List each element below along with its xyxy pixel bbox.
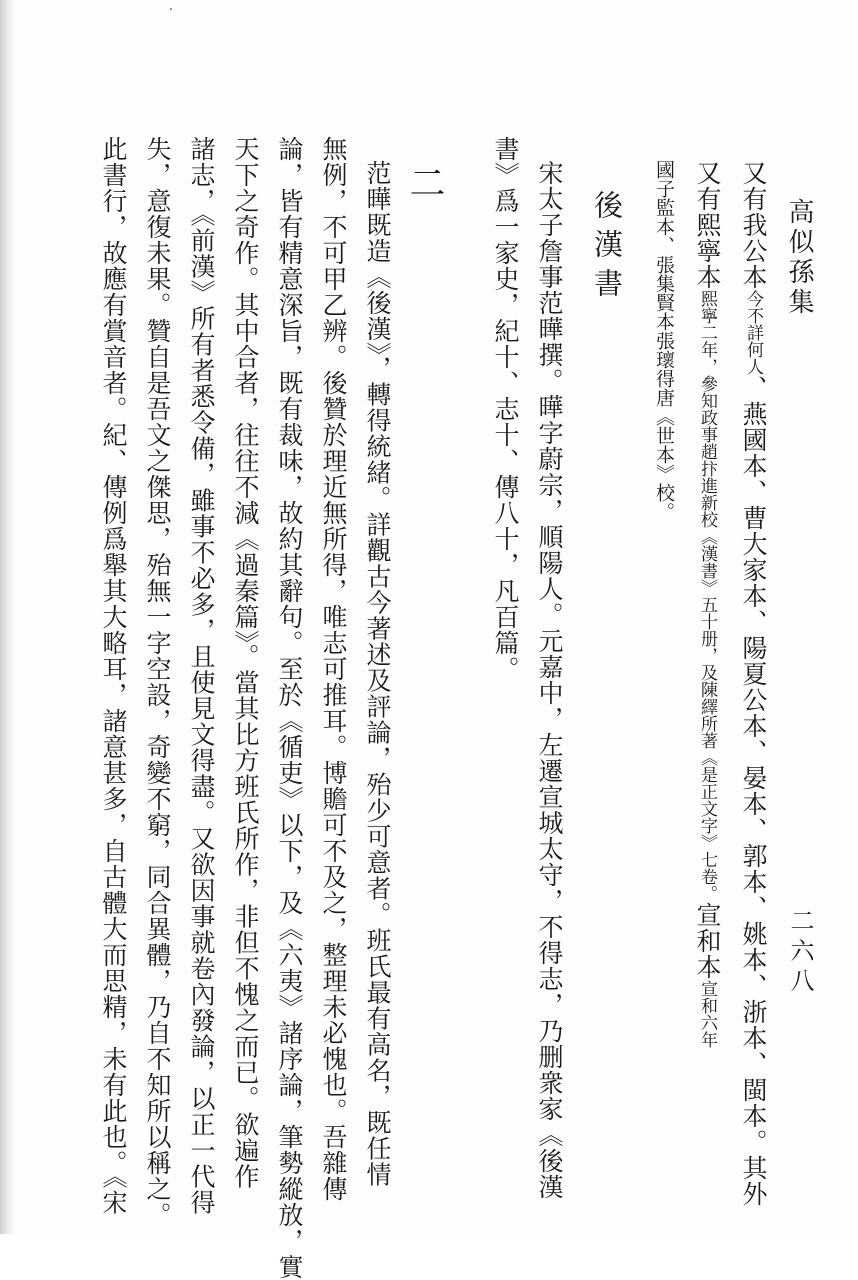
text-column-11: 失，意復未果。贊自是吾文之傑思，殆無一字空設，奇變不窮，同合異體，乃自不知所以稱之。	[143, 136, 172, 1228]
running-head: 高似孫集	[784, 198, 814, 318]
annotation: 宣和六年	[697, 980, 717, 1048]
page-number: 二六八	[786, 908, 814, 998]
text: 、燕國本、曹大家本、陽夏公本、晏本、郭本、姚本、浙本、閩本。其外	[739, 375, 768, 1207]
annotation: 今不詳何人	[743, 290, 763, 375]
text-column-9: 天下之奇作。其中合者，往往不減《過秦篇》。當其比方班氏所作，非但不愧之而已。欲遍作	[231, 136, 260, 1190]
text-column-7: 無例，不可甲乙辨。後贊於理近無所得，唯志可推耳。博贍可不及之，整理未必愧也。吾雜傳	[319, 136, 348, 1202]
text: 又有熙寧本	[693, 160, 722, 290]
binding-gutter	[0, 0, 14, 1234]
section-title: 後漢書	[590, 190, 624, 307]
text-column-2	[695, 160, 720, 1048]
text: 宣和本	[693, 902, 722, 980]
annotation: 熙寧二年，參知政事趙抃進新校《漢書》五十册，及陳繹所著《是正文字》七卷。	[697, 290, 717, 902]
section-number: 二	[404, 164, 445, 200]
text: 又有我公本	[739, 160, 768, 290]
text-column-5: 書》爲一家史，紀十、志十、傳八十，凡百篇。	[491, 136, 520, 682]
text-column-8: 論，皆有精意深旨，既有裁味，故約其辭句。至於《循吏》以下，及《六夷》諸序論，筆勢縱放，實	[275, 136, 304, 1280]
text-column-1	[741, 160, 766, 1207]
scan-speck	[170, 8, 172, 10]
text-column-3: 國子監本、張集賢本張瓌得唐《世本》校。	[653, 160, 675, 521]
text-column-10: 諸志，《前漢》所有者悉令備，雖事不必多，且使見文得盡。又欲因事就卷內發論，以正一代得	[187, 136, 216, 1216]
text-column-4: 宋太子詹事范曄撰。曄字蔚宗，順陽人。元嘉中，左遷宣城太守，不得志，乃删衆家《後漢	[535, 160, 564, 1200]
text-column-6: 范曄既造《後漢》，轉得統緒。詳觀古今著述及評論，殆少可意者。班氏最有高名，既任情	[363, 160, 392, 1188]
text-column-12: 此書行，故應有賞音者。紀、傳例爲舉其大略耳，諸意甚多，自古體大而思精，未有此也。《宋	[99, 136, 128, 1216]
